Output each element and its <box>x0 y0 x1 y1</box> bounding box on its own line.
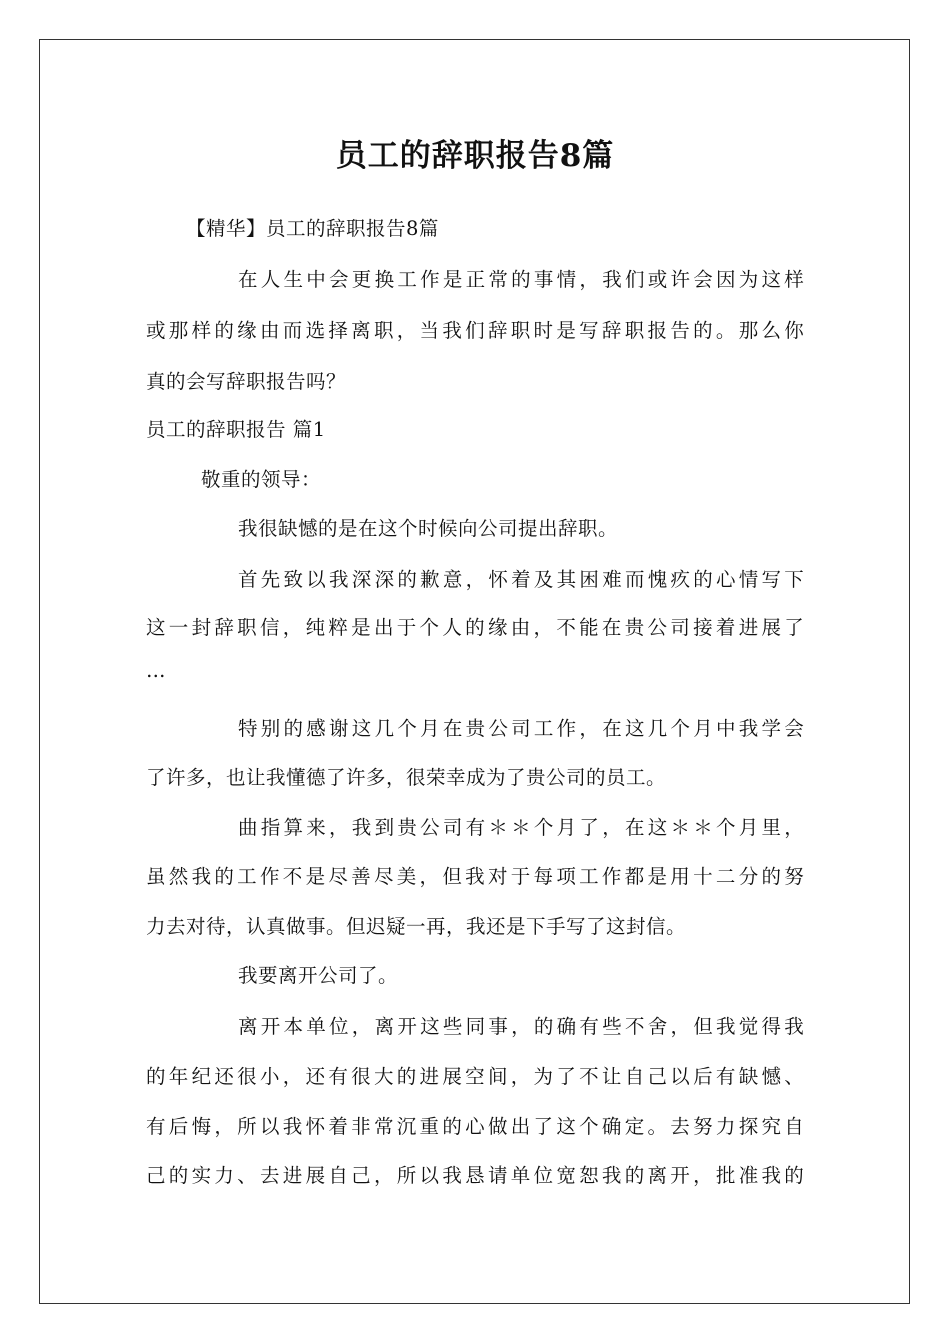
paragraph-line: 力去对待，认真做事。但迟疑一再，我还是下手写了这封信。 <box>146 915 687 938</box>
paragraph-line: 曲指算来，我到贵公司有＊＊个月了，在这＊＊个月里， <box>238 816 804 839</box>
paragraph-line: … <box>146 659 166 682</box>
paragraph-line: 或那样的缘由而选择离职，当我们辞职时是写辞职报告的。那么你 <box>146 319 804 342</box>
paragraph-line: 首先致以我深深的歉意，怀着及其困难而愧疚的心情写下 <box>238 568 804 591</box>
paragraph-line: 我很缺憾的是在这个时候向公司提出辞职。 <box>238 517 619 540</box>
paragraph-line: 虽然我的工作不是尽善尽美，但我对于每项工作都是用十二分的努 <box>146 865 804 888</box>
paragraph-line: 离开本单位，离开这些同事，的确有些不舍，但我觉得我 <box>238 1015 804 1038</box>
salutation: 敬重的领导： <box>201 468 322 491</box>
paragraph-line: 己的实力、去进展自己，所以我恳请单位宽恕我的离开，批准我的 <box>146 1164 804 1187</box>
section-heading: 员工的辞职报告 篇1 <box>146 418 326 441</box>
paragraph-line: 的年纪还很小，还有很大的进展空间，为了不让自己以后有缺憾、 <box>146 1065 804 1088</box>
paragraph-line: 有后悔，所以我怀着非常沉重的心做出了这个确定。去努力探究自 <box>146 1115 804 1138</box>
paragraph-line: 我要离开公司了。 <box>238 964 399 987</box>
paragraph-line: 了许多，也让我懂德了许多，很荣幸成为了贵公司的员工。 <box>146 766 667 789</box>
paragraph-line: 特别的感谢这几个月在贵公司工作，在这几个月中我学会 <box>238 717 804 740</box>
document-title: 员工的辞职报告8篇 <box>335 138 615 174</box>
intro-heading: 【精华】员工的辞职报告8篇 <box>186 217 439 240</box>
paragraph-line: 在人生中会更换工作是正常的事情，我们或许会因为这样 <box>238 268 804 291</box>
paragraph-line: 真的会写辞职报告吗？ <box>146 370 347 393</box>
paragraph-line: 这一封辞职信，纯粹是出于个人的缘由，不能在贵公司接着进展了 <box>146 616 804 639</box>
